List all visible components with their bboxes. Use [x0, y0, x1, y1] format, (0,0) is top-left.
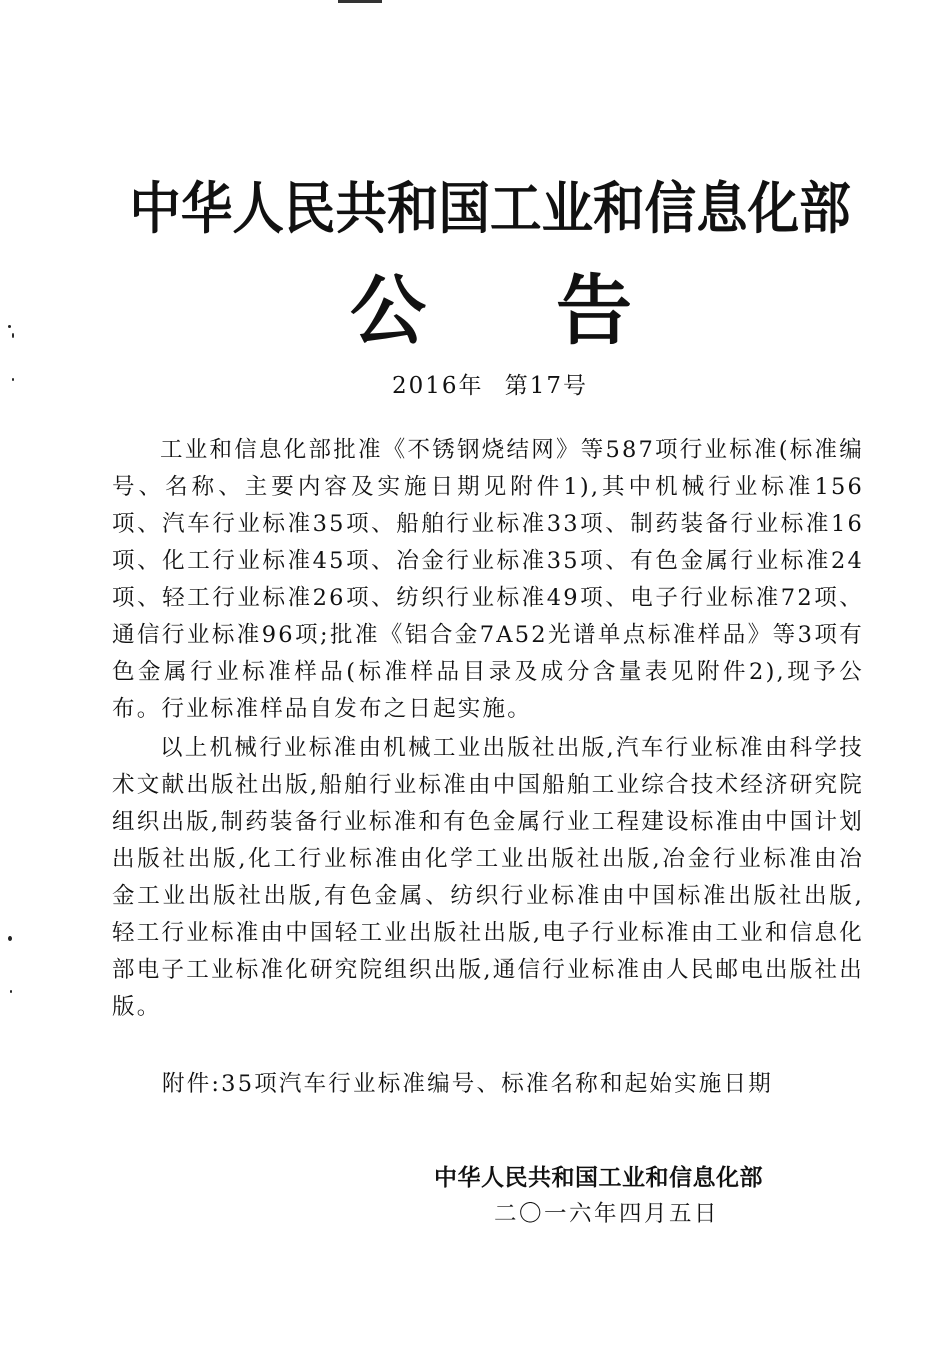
notice-number: 2016年 第17号: [391, 373, 589, 399]
notice-title: 中华人民共和国工业和信息化部: [129, 177, 851, 242]
notice-subtitle: 公告: [350, 266, 762, 355]
scan-artifact-top: [338, 0, 382, 3]
scan-artifact-dot: [8, 936, 12, 941]
attachment-line: 附件:35项汽车行业标准编号、标准名称和起始实施日期: [162, 1071, 773, 1097]
scan-artifact-dot: [10, 990, 12, 993]
signature-organization: 中华人民共和国工业和信息化部: [434, 1165, 763, 1191]
body-paragraph-1: 工业和信息化部批准《不锈钢烧结网》等587项行业标准(标准编号、名称、主要内容及实施日期见附件1),其中机械行业标准156项、汽车行业标准35项、船舶行业标准33项、制药装备行业标准16项、化工行业标准45项、冶金行业标准35项、有色金属行业标准24项、轻工行业标准26项、纺织行业标准49项、电子行业标准72项、通信行业标准96项;批准《铝合金7A52光谱单点标准样品》等3项有色金属行业标准样品(标准样品目录及成分含量表见附件2),现予公布。行业标准样品自发布之日起实施。: [112, 437, 864, 722]
signature-date: 二〇一六年四月五日: [494, 1201, 720, 1227]
body-paragraph-2: 以上机械行业标准由机械工业出版社出版,汽车行业标准由科学技术文献出版社出版,船舶行业标准由中国船舶工业综合技术经济研究院组织出版,制药装备行业标准和有色金属行业工程建设标准由中国计划出版社出版,化工行业标准由化学工业出版社出版,冶金行业标准由冶金工业出版社出版,有色金属、纺织行业标准由中国标准出版社出版,轻工行业标准由中国轻工业出版社出版,电子行业标准由工业和信息化部电子工业标准化研究院组织出版,通信行业标准由人民邮电出版社出版。: [112, 735, 864, 1020]
